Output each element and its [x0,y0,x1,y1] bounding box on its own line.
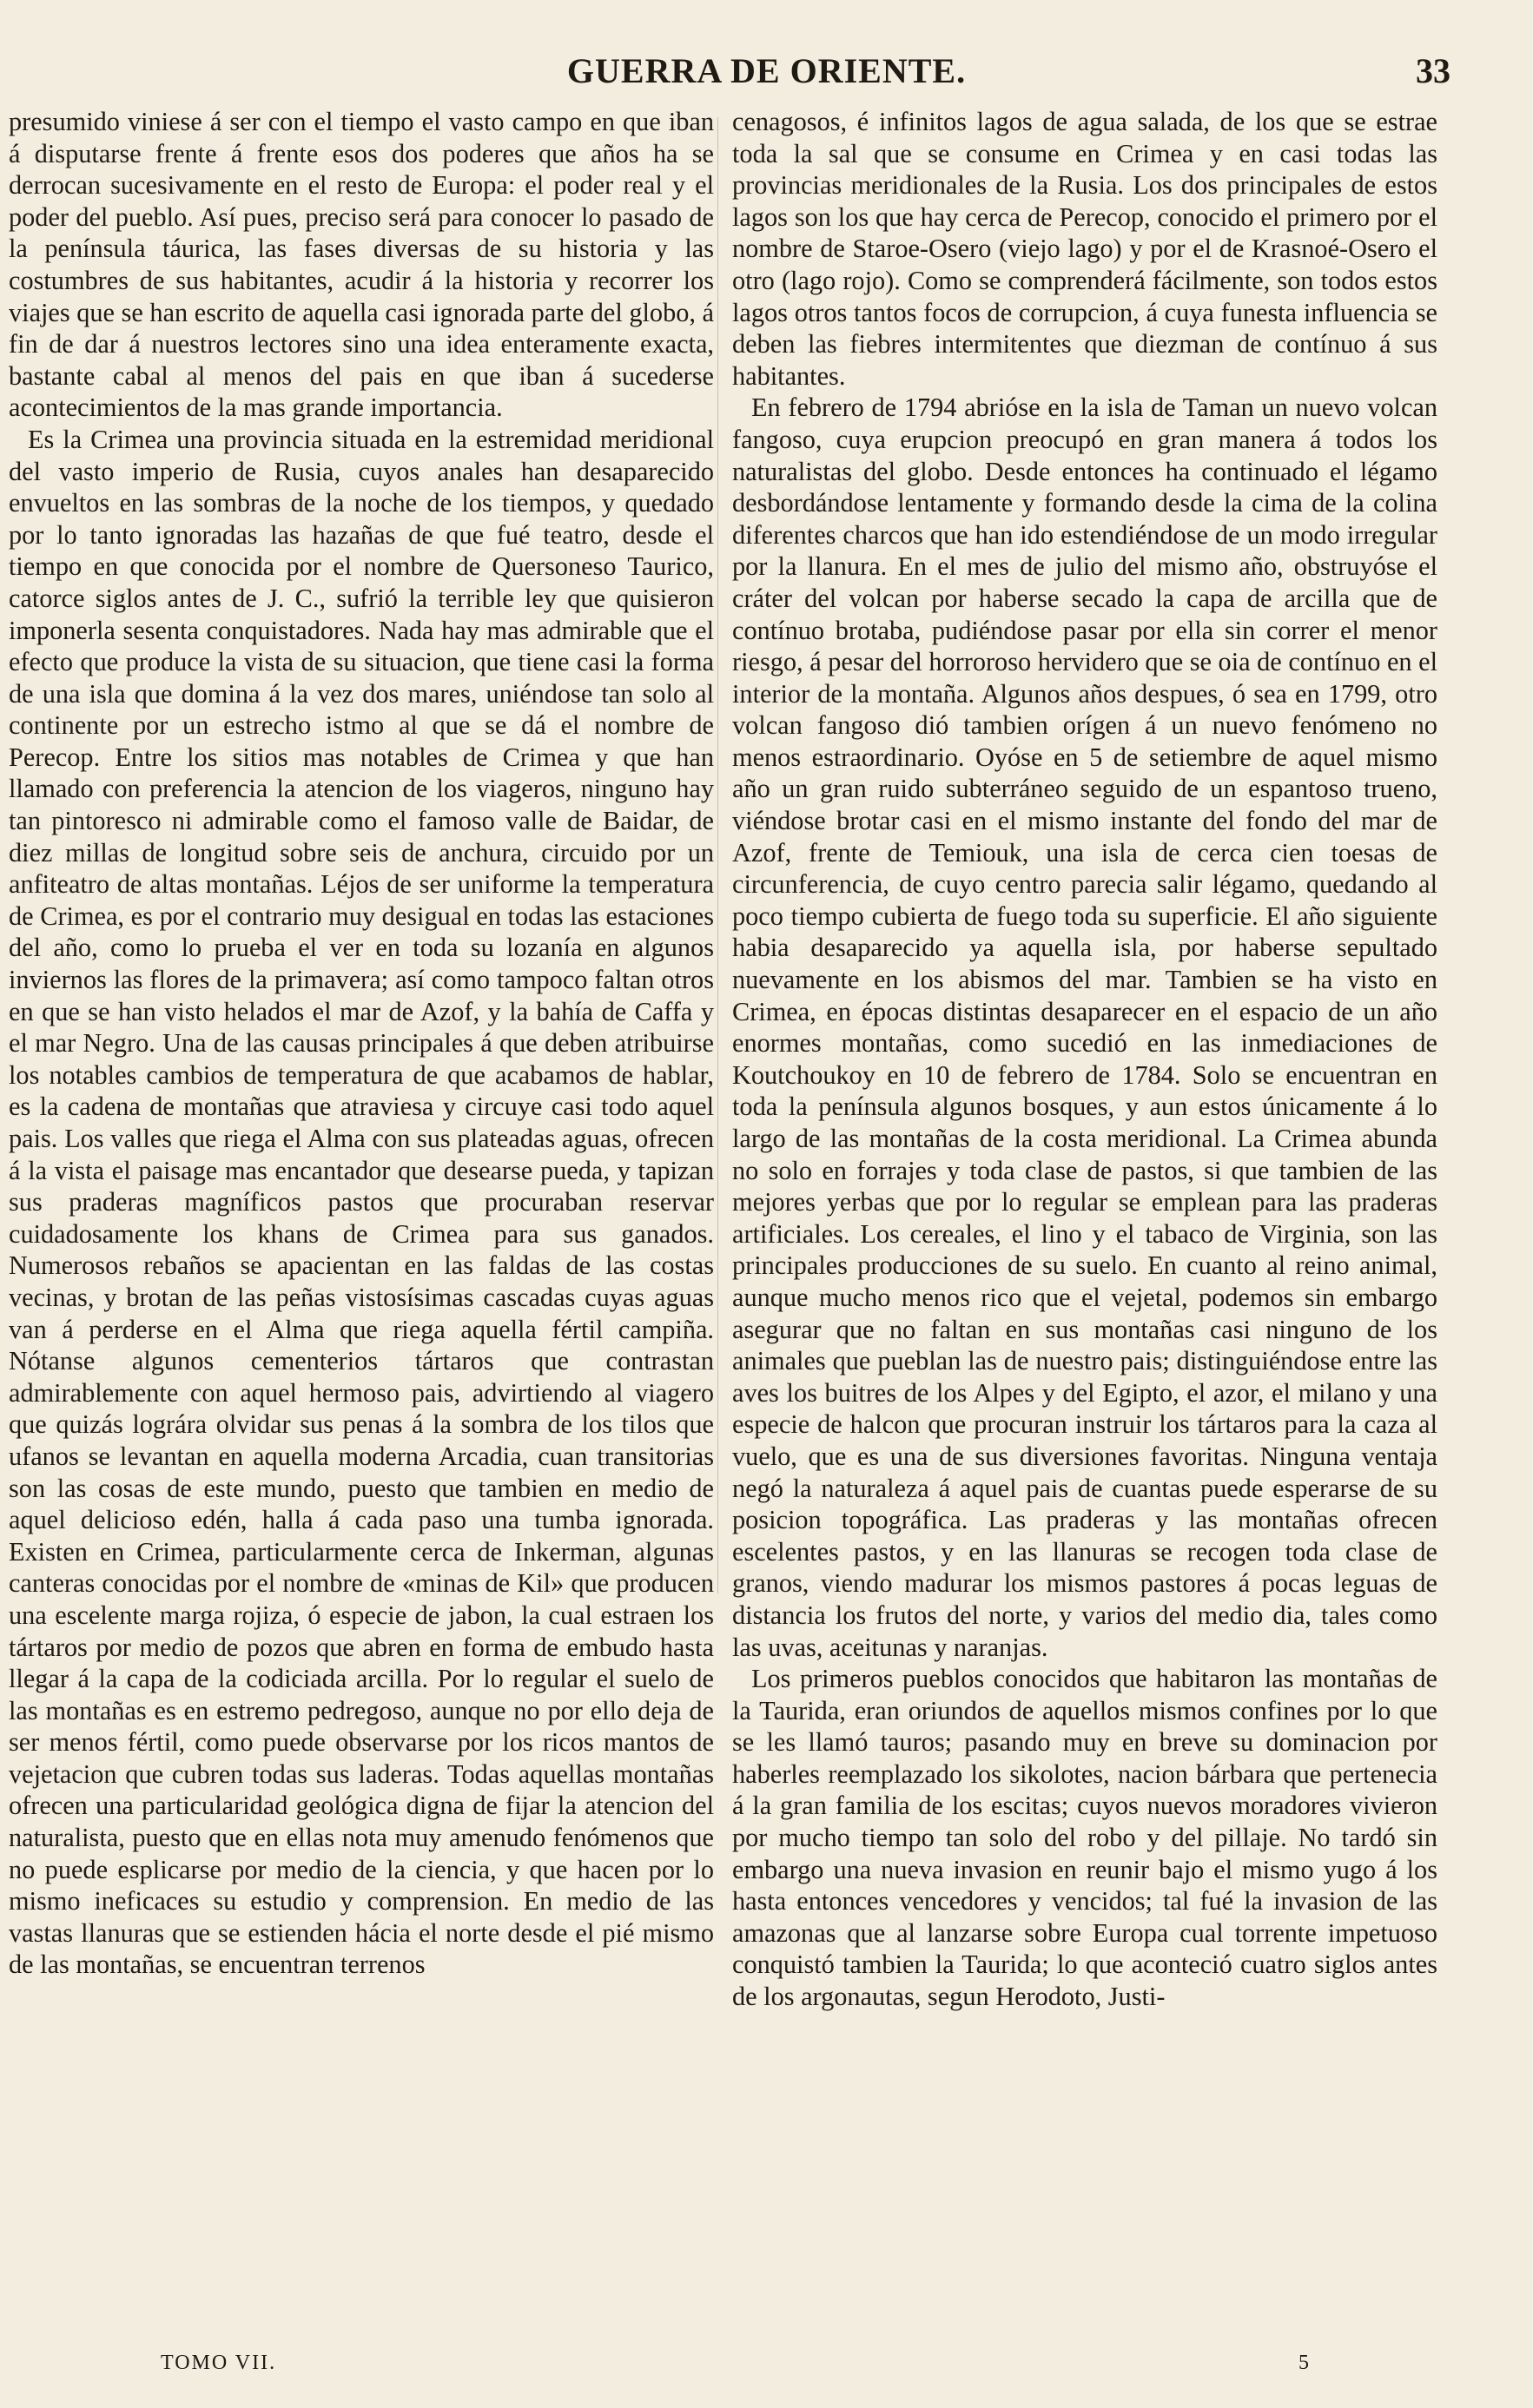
page-number: 33 [1416,51,1450,90]
paragraph: presumido viniese á ser con el tiempo el vasto campo en que iban á disputarse frente á frente esos dos poderes que años ha se derrocan sucesivamente en el resto de Europa: el poder real y el poder del pueblo. Así pues, preciso será para conocer lo pasado de la península táurica, las fases diversas de su historia y las costumbres de sus habitantes, acudir á la historia y recorrer los viajes que se han escrito de aquella casi ignorada parte del globo, á fin de dar á nuestros lectores sino una idea enteramente exacta, bastante cabal al menos del pais en que iban á sucederse acontecimientos de la mas grande importancia. [9,107,714,423]
left-column [9,106,714,2329]
signature-mark: 5 [1298,2352,1309,2374]
column-divider [717,117,718,1593]
paragraph: Los primeros pueblos conocidos que habitaron las montañas de la Taurida, eran oriundos de aquellos mismos confines por lo que se les llamó tauros; pasando muy en breve su dominacion por haberles reemplazado los sikolotes, nacion bárbara que pertenecia á la gran familia de los escitas; cuyos nuevos moradores vivieron por mucho tiempo tan solo del robo y del pillaje. No tardó sin embargo una nueva invasion en reunir bajo el mismo yugo á los hasta entonces vencedores y vencidos; tal fué la invasion de las amazonas que al lanzarse sobre Europa cual torrente impetuoso conquistó tambien la Taurida; lo que aconteció cuatro siglos antes de los argonautas, segun Herodoto, Justi- [732,1664,1437,2012]
paragraph: cenagosos, é infinitos lagos de agua salada, de los que se estrae toda la sal que se consume en Crimea y en casi todas las provincias meridionales de la Rusia. Los dos principales de estos lagos son los que hay cerca de Perecop, conocido el primero por el nombre de Staroe-Osero (viejo lago) y por el de Krasnoé-Osero el otro (lago rojo). Como se comprenderá fácilmente, son todos estos lagos otros tantos focos de corrupcion, á cuya funesta influencia se deben las fiebres intermitentes que diezman de contínuo á sus habitantes. [732,107,1437,391]
volume-label: TOMO VII. [161,2352,277,2374]
right-column [732,106,1437,2329]
running-title: GUERRA DE ORIENTE. [566,51,967,90]
paragraph: Es la Crimea una provincia situada en la estremidad meridional del vasto imperio de Rusia, cuyos anales han desaparecido envueltos en las sombras de la noche de los tiempos, y quedado por lo tanto ignoradas las hazañas de que fué teatro, desde el tiempo en que conocida por el nombre de Quersoneso Taurico, catorce siglos antes de J. C., sufrió la terrible ley que quisieron imponerla sesenta conquistadores. Nada hay mas admirable que el efecto que produce la vista de su situacion, que tiene casi la forma de una isla que domina á la vez dos mares, uniéndose tan solo al continente por un estrecho istmo al que se dá el nombre de Perecop. Entre los sitios mas notables de Crimea y que han llamado con preferencia la atencion de los viageros, ninguno hay tan pintoresco ni admirable como el famoso valle de Baidar, de diez millas de longitud sobre seis de anchura, circuido por un anfiteatro de altas montañas. Léjos de ser uniforme la temperatura de Crimea, es por el contrario muy desigual en todas las estaciones del año, como lo prueba el ver en toda su lozanía en algunos inviernos las flores de la primavera; así como tampoco faltan otros en que se han visto helados el mar de Azof, y la bahía de Caffa y el mar Negro. Una de las causas principales á que deben atribuirse los notables cambios de temperatura de que acabamos de hablar, es la cadena de montañas que atraviesa y circuye casi todo aquel pais. Los valles que riega el Alma con sus plateadas aguas, ofrecen á la vista el paisage mas encantador que desearse pueda, y tapizan sus praderas magníficos pastos que procuraban reservar cuidadosamente los khans de Crimea para sus ganados. Numerosos rebaños se apacientan en las faldas de las costas vecinas, y brotan de las peñas vistosísimas cascadas cuyas aguas van á perderse en el Alma que riega aquella fértil campiña. Nótanse algunos cementerios tártaros que contrastan admirablemente con aquel hermoso pais, advirtiendo al viagero que quizás lográra olvidar sus penas á la sombra de los tilos que ufanos se levantan en aquella moderna Arcadia, cuan transitorias son las cosas de este mundo, puesto que tambien en medio de aquel delicioso edén, halla á cada paso una tumba ignorada. Existen en Crimea, particularmente cerca de Inkerman, algunas canteras conocidas por el nombre de «minas de Kil» que producen una escelente marga rojiza, ó especie de jabon, la cual estraen los tártaros por medio de pozos que abren en forma de embudo hasta llegar á la capa de la codiciada arcilla. Por lo regular el suelo de las montañas es en estremo pedregoso, aunque no por ello deja de ser menos fértil, como puede observarse por los ricos mantos de vejetacion que cubren todas sus laderas. Todas aquellas montañas ofrecen una particularidad geológica digna de fijar la atencion del naturalista, puesto que en ellas nota muy amenudo fenómenos que no puede esplicarse por medio de la ciencia, y que hacen por lo mismo ineficaces su estudio y comprension. En medio de las vastas llanuras que se estienden hácia el norte desde el pié mismo de las montañas, se encuentran terrenos [9,424,714,1980]
page-header [0,50,1533,102]
paragraph: En febrero de 1794 abrióse en la isla de Taman un nuevo volcan fangoso, cuya erupcion preocupó en gran manera á todos los naturalistas del globo. Desde entonces ha continuado el légamo desbordándose lentamente y formando desde la cima de la colina diferentes charcos que han ido estendiéndose de un modo irregular por la llanura. En el mes de julio del mismo año, obstruyóse el cráter del volcan por haberse secado la capa de arcilla que de contínuo brotaba, pudiéndose pasar por ella sin correr el menor riesgo, á pesar del horroroso hervidero que se oia de contínuo en el interior de la montaña. Algunos años despues, ó sea en 1799, otro volcan fangoso dió tambien orígen á un nuevo fenómeno no menos estraordinario. Oyóse en 5 de setiembre de aquel mismo año un gran ruido subterráneo seguido de un espantoso trueno, viéndose brotar casi en el mismo instante del fondo del mar de Azof, frente de Temiouk, una isla de cerca cien toesas de circunferencia, de cuyo centro parecia salir légamo, quedando al poco tiempo cubierta de fuego toda su superficie. El año siguiente habia desaparecido ya aquella isla, por haberse sepultado nuevamente en los abismos del mar. Tambien se ha visto en Crimea, en épocas distintas desaparecer en el espacio de un año enormes montañas, como sucedió en las inmediaciones de Koutchoukoy en 10 de febrero de 1784. Solo se encuentran en toda la península algunos bosques, y aun estos únicamente á lo largo de las montañas de la costa meridional. La Crimea abunda no solo en forrajes y toda clase de pastos, si que tambien de las mejores yerbas que por lo regular se emplean para las praderas artificiales. Los cereales, el lino y el tabaco de Virginia, son las principales producciones de su suelo. En cuanto al reino animal, aunque mucho menos rico que el vejetal, podemos sin embargo asegurar que no faltan en sus montañas casi ninguno de los animales que pueblan las de nuestro pais; distinguiéndose entre las aves los buitres de los Alpes y del Egipto, el azor, el milano y una especie de halcon que procuran instruir los tártaros para la caza al vuelo, que es una de sus diversiones favoritas. Ninguna ventaja negó la naturaleza á aquel pais de cuantas puede esperarse de su posicion topográfica. Las praderas y las montañas ofrecen escelentes pastos, y en las llanuras se recogen toda clase de granos, viendo madurar los mismos pastores á pocas leguas de distancia los frutos del norte, y varios del medio dia, tales como las uvas, aceitunas y naranjas. [732,393,1437,1662]
